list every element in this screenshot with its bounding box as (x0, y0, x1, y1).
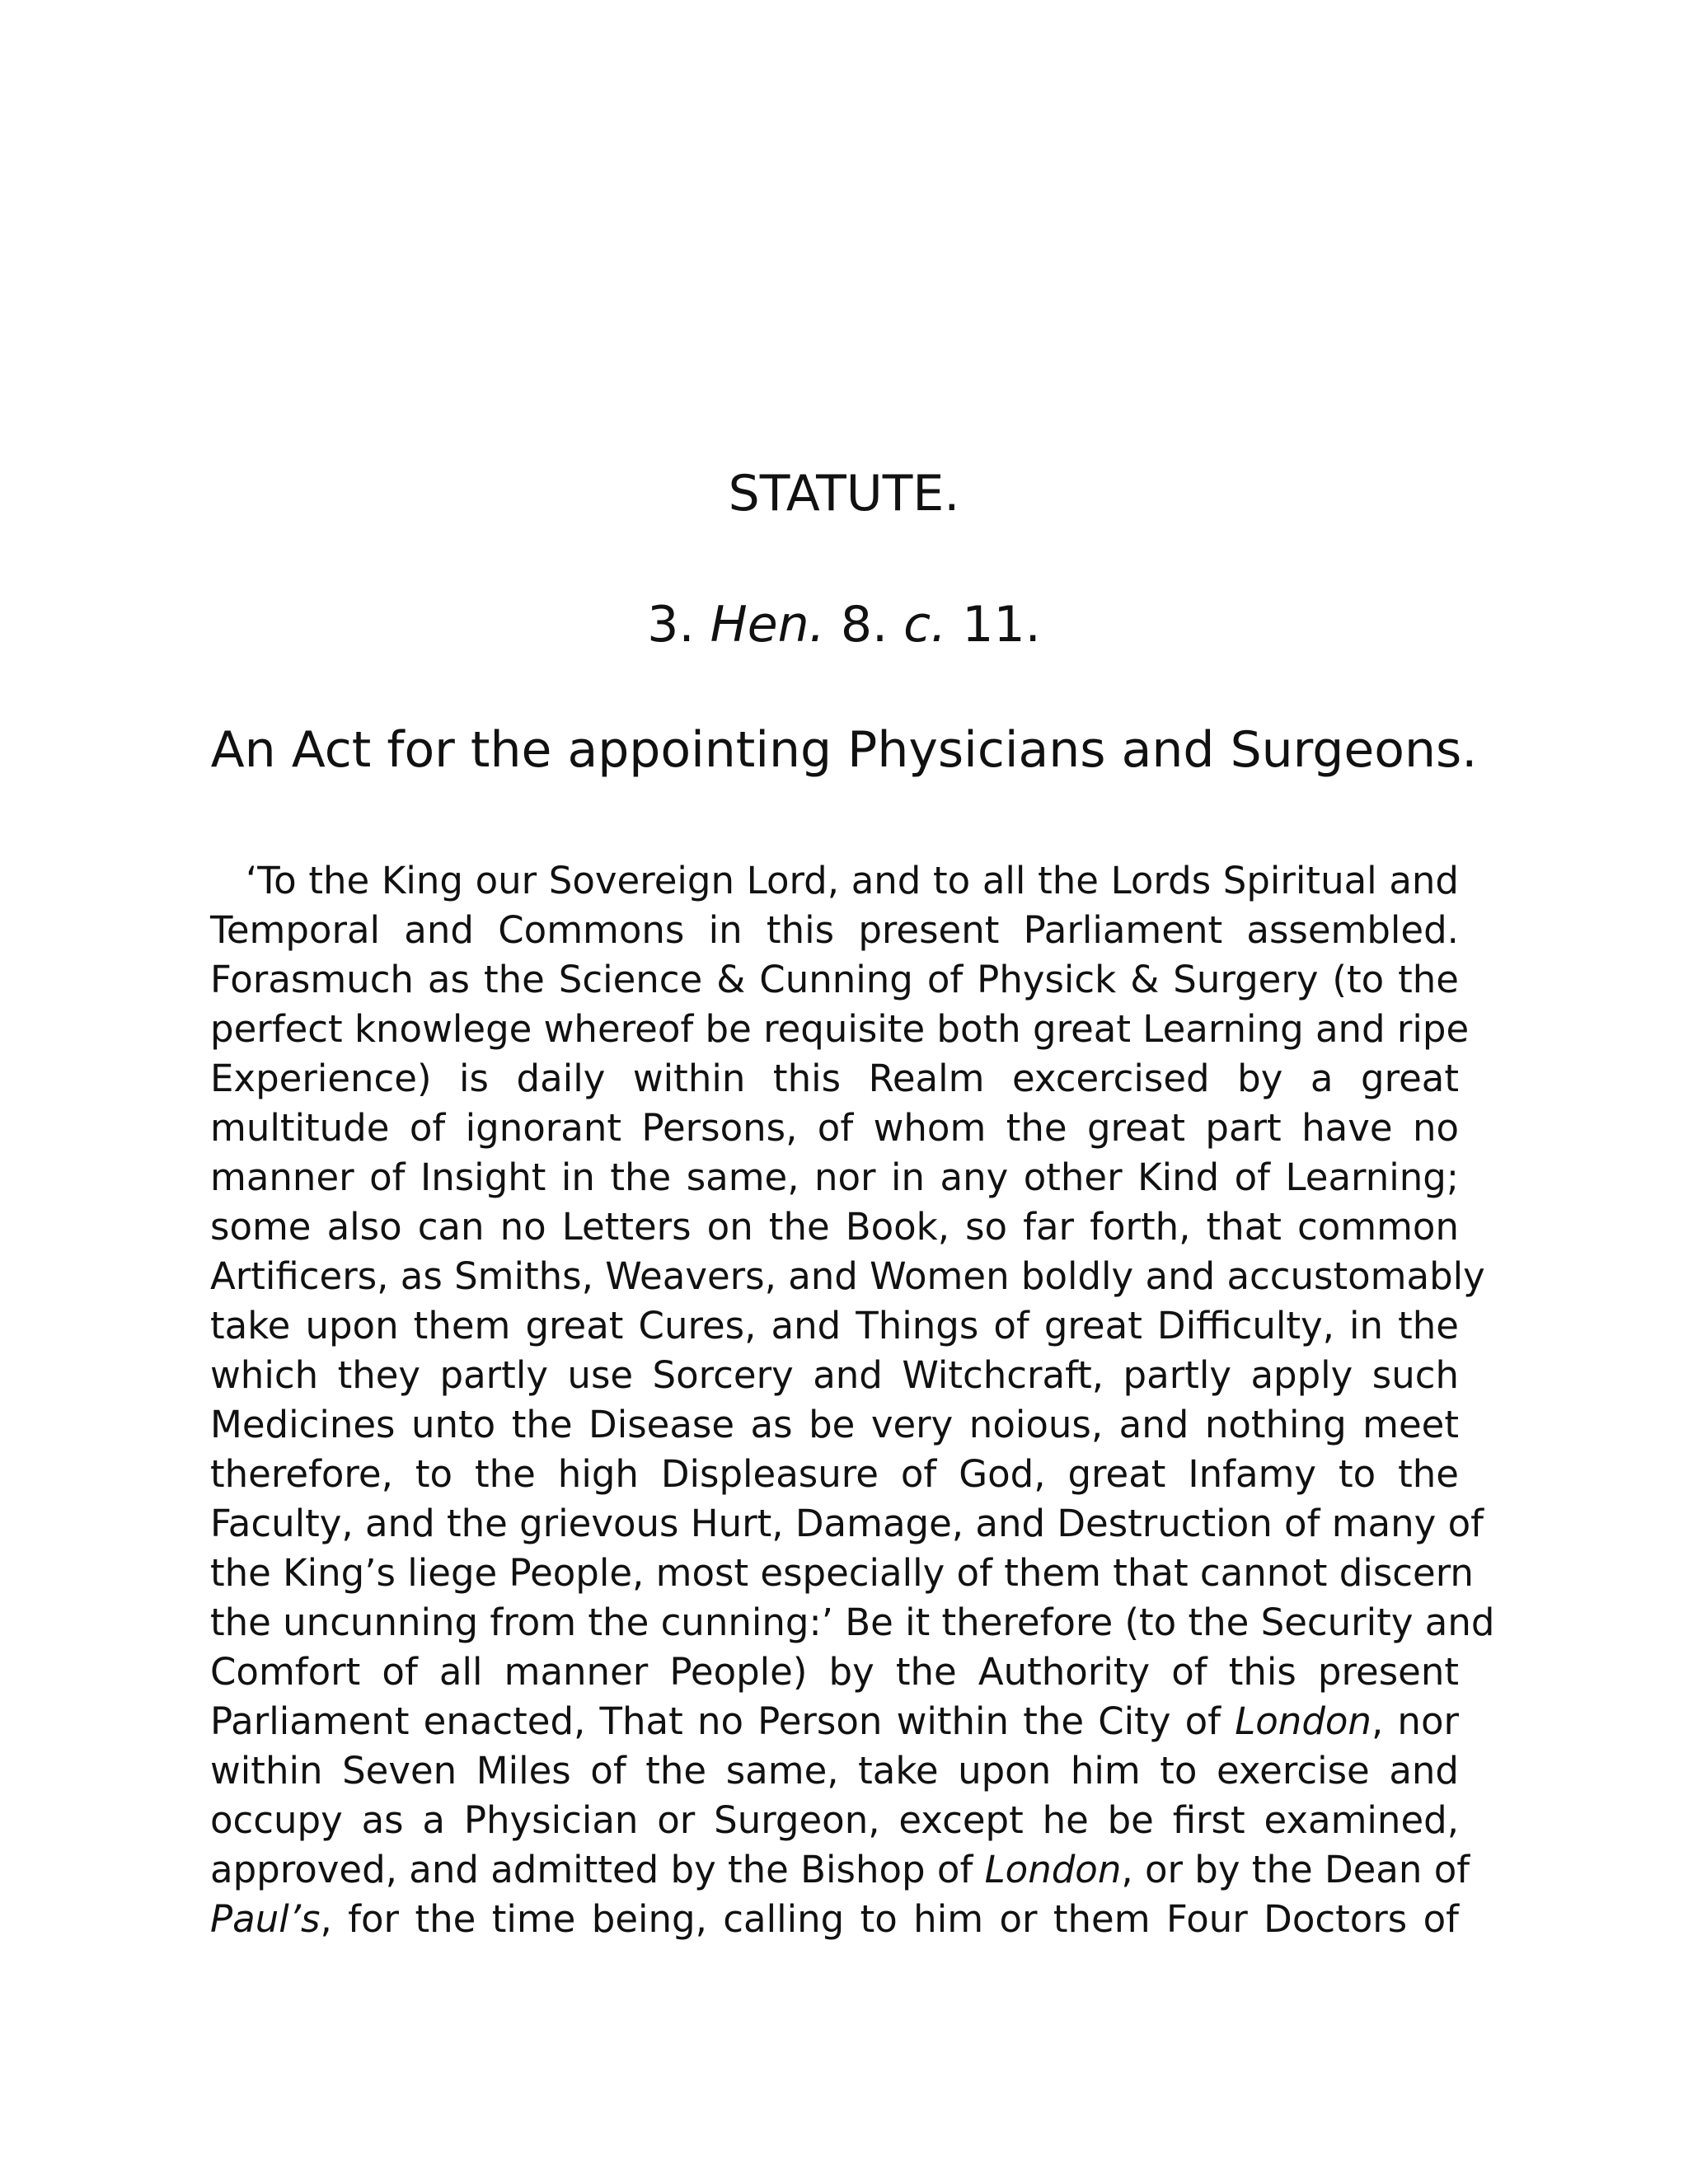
body-text-segment: , or by the Dean of (1121, 1848, 1470, 1891)
body-text-segment: the King’s liege People, most especially of them that cannot discern (210, 1551, 1474, 1595)
body-line (210, 1647, 1459, 1697)
italic-text: Paul’s (210, 1897, 321, 1941)
body-line (210, 1499, 1484, 1549)
body-line (210, 1005, 1470, 1054)
citation-regnal-year: 8. (840, 596, 889, 654)
body-text-segment: the uncunning from the cunning:’ Be it therefore (to the Security and (210, 1601, 1495, 1644)
body-line (210, 1400, 1459, 1450)
citation-chapter: 11. (962, 596, 1041, 654)
body-line (210, 1549, 1474, 1598)
body-text-segment: multitude of ignorant Persons, of whom the great part have no (210, 1106, 1459, 1150)
body-text-segment: Experience) is daily within this Realm excercised by a great (210, 1057, 1459, 1100)
body-line (210, 955, 1459, 1005)
body-line (210, 1153, 1459, 1202)
statute-citation (0, 595, 1688, 654)
body-text-segment: perfect knowlege whereof be requisite both great Learning and ripe (210, 1007, 1470, 1051)
body-line (210, 856, 1459, 906)
body-line (210, 906, 1459, 955)
body-line (210, 1697, 1459, 1746)
body-text-segment: which they partly use Sorcery and Witchcraft, partly apply such (210, 1353, 1459, 1397)
body-text-segment: Faculty, and the grievous Hurt, Damage, and Destruction of many of (210, 1502, 1484, 1545)
body-text-segment: , for the time being, calling to him or them Four Doctors of (320, 1897, 1459, 1941)
body-line (210, 1895, 1459, 1944)
body-text-segment: , nor (1371, 1699, 1459, 1743)
body-text-segment: approved, and admitted by the Bishop of (210, 1848, 985, 1891)
body-text-segment: Temporal and Commons in this present Parliament assembled. (210, 908, 1459, 952)
statute-heading: STATUTE. (728, 465, 960, 523)
citation-number: 3. (647, 596, 695, 654)
page-title (0, 464, 1688, 523)
act-title (0, 720, 1688, 780)
body-text-segment: Parliament enacted, That no Person within the City of (210, 1699, 1236, 1743)
body-line (210, 1845, 1470, 1895)
body-line (210, 1054, 1459, 1104)
body-text-segment: therefore, to the high Displeasure of God, great Infamy to the (210, 1452, 1459, 1496)
body-line (210, 1301, 1459, 1351)
body-text-segment: take upon them great Cures, and Things of great Difficulty, in the (210, 1304, 1459, 1347)
italic-text: London (984, 1848, 1122, 1891)
body-text-segment: within Seven Miles of the same, take upon him to exercise and (210, 1749, 1459, 1793)
body-line (210, 1796, 1459, 1845)
body-line (210, 1104, 1459, 1153)
italic-text: London (1235, 1699, 1372, 1743)
citation-chapter-abbr: c. (903, 596, 947, 654)
statute-body (210, 856, 1495, 1944)
body-line (210, 1202, 1459, 1252)
act-title-text: An Act for the appointing Physicians and Surgeons. (210, 721, 1478, 779)
body-text-segment: Comfort of all manner People) by the Authority of this present (210, 1650, 1459, 1694)
body-text-segment: ‘To the King our Sovereign Lord, and to all the Lords Spiritual and (246, 859, 1459, 902)
body-text-segment: Medicines unto the Disease as be very noious, and nothing meet (210, 1403, 1459, 1446)
body-line (210, 1450, 1459, 1499)
body-text-segment: Artificers, as Smiths, Weavers, and Women boldly and accustomably (210, 1254, 1485, 1298)
body-text-segment: manner of Insight in the same, nor in any other Kind of Learning; (210, 1155, 1459, 1199)
body-line (210, 1746, 1459, 1796)
body-line (210, 1252, 1485, 1301)
body-line (210, 1351, 1459, 1400)
citation-king: Hen. (710, 596, 825, 654)
body-text-segment: occupy as a Physician or Surgeon, except he be first examined, (210, 1798, 1459, 1842)
body-text-segment: Forasmuch as the Science & Cunning of Physick & Surgery (to the (210, 958, 1459, 1001)
body-text-segment: some also can no Letters on the Book, so far forth, that common (210, 1205, 1459, 1249)
body-line (210, 1598, 1495, 1647)
